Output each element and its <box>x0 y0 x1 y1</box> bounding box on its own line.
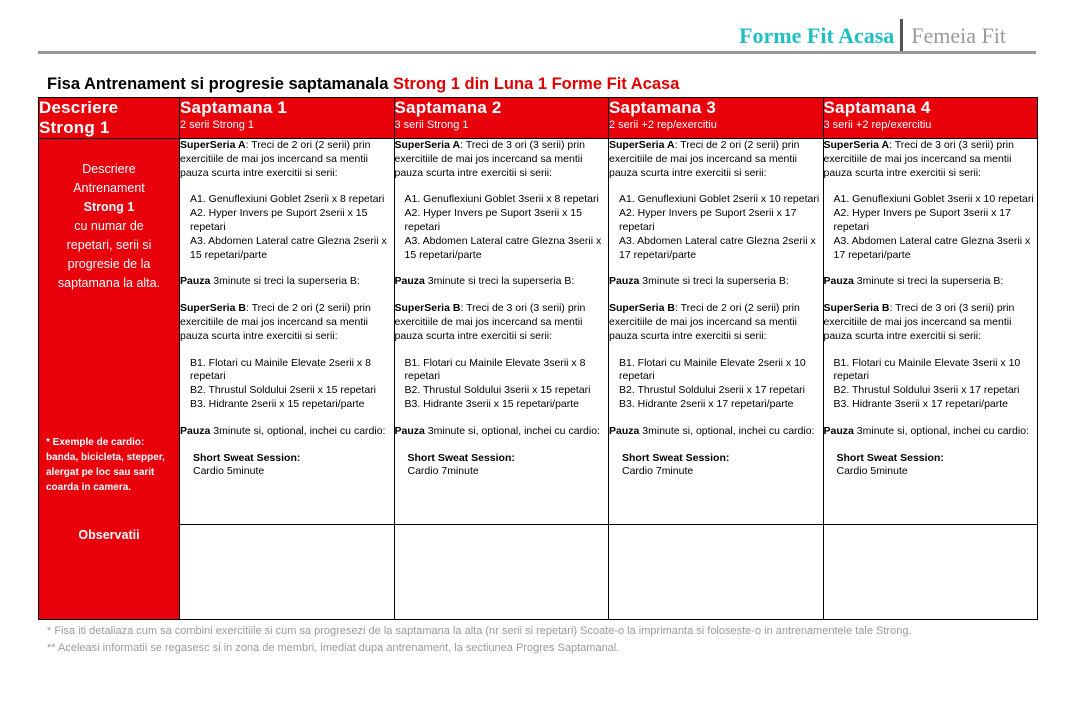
pauza-a: Pauza 3minute si treci la superseria B: <box>394 275 575 288</box>
week-3-header <box>609 98 824 139</box>
short-sweat-label: Short Sweat Session: <box>193 451 301 464</box>
week-subtitle: 3 serii Strong 1 <box>394 119 469 131</box>
content-row <box>39 139 1038 525</box>
title-prefix: Fisa Antrenament si progresie saptamanala <box>47 75 394 93</box>
cardio-duration: Cardio 5minute <box>836 465 908 478</box>
cardio-duration: Cardio 7minute <box>622 465 694 478</box>
exercise-b3: B3. Hidrante 3serii x 17 repetari/parte <box>833 397 1009 410</box>
superseria-b: SuperSeria B: Treci de 3 ori (3 serii) prin exercitiile de mai jos incercand sa mentii pauza scurta intre exercitii si serii: <box>394 302 586 342</box>
exercise-a1: A1. Genuflexiuni Goblet 2serii x 10 repetari <box>619 193 820 206</box>
exercise-b1: B1. Flotari cu Mainile Elevate 2serii x 10 repetari <box>619 356 806 383</box>
week-3-observations[interactable] <box>609 525 824 620</box>
pauza-b: Pauza 3minute si, optional, inchei cu cardio: <box>180 424 386 437</box>
week-1-header <box>180 98 395 139</box>
superseria-a: SuperSeria A: Treci de 3 ori (3 serii) prin exercitiile de mai jos incercand sa mentii pauza scurta intre exercitii si serii: <box>394 139 585 179</box>
week-2-plan <box>394 139 609 525</box>
exercise-b1: B1. Flotari cu Mainile Elevate 3serii x 10 repetari <box>833 356 1021 383</box>
observations-row <box>39 525 1038 620</box>
sidebar-description <box>39 139 180 620</box>
pauza-b: Pauza 3minute si, optional, inchei cu cardio: <box>823 424 1029 437</box>
footnote-1: * Fisa iti detaliaza cum sa combini exercitiile si cum sa progresezi de la saptamana la alta (nr serii si repetari) Scoate-o la imprimanta si foloseste-o in antrenamentele tale Strong. <box>47 625 912 637</box>
sidebar-header <box>39 98 180 139</box>
exercise-a2: A2. Hyper Invers pe Suport 2serii x 17 repetari <box>619 207 797 233</box>
week-title: Saptamana 2 <box>394 98 502 117</box>
brand-tagline: Femeia Fit <box>911 23 1006 48</box>
sidebar-header-line2: Strong 1 <box>39 118 110 137</box>
week-title: Saptamana 4 <box>823 98 931 117</box>
pauza-a: Pauza 3minute si treci la superseria B: <box>180 275 360 288</box>
week-subtitle: 2 serii +2 rep/exercitiu <box>609 119 717 131</box>
cardio-note: * Exemple de cardio: banda, bicicleta, stepper, alergat pe loc sau sarit coarda in camera. <box>46 437 165 493</box>
short-sweat-label: Short Sweat Session: <box>407 451 515 464</box>
superseria-a: SuperSeria A: Treci de 2 ori (2 serii) prin exercitiile de mai jos incercand sa mentii pauza scurta intre exercitii si serii: <box>609 139 800 179</box>
exercise-a1: A1. Genuflexiuni Goblet 3serii x 10 repetari <box>833 193 1034 206</box>
header-rule <box>38 51 1036 54</box>
short-sweat-label: Short Sweat Session: <box>622 451 730 464</box>
week-subtitle: 2 serii Strong 1 <box>180 119 254 131</box>
exercise-a2: A2. Hyper Invers pe Suport 3serii x 17 repetari <box>833 207 1011 233</box>
exercise-b3: B3. Hidrante 2serii x 17 repetari/parte <box>619 397 794 410</box>
week-2-header <box>394 98 609 139</box>
exercise-b2: B2. Thrustul Soldului 3serii x 17 repetari <box>833 384 1020 397</box>
desc-line: Descriere <box>82 162 136 176</box>
desc-line: cu numar de <box>74 219 144 233</box>
exercise-b2: B2. Thrustul Soldului 2serii x 15 repetari <box>190 384 376 397</box>
exercise-b2: B2. Thrustul Soldului 2serii x 17 repetari <box>619 384 805 397</box>
sidebar-header-line1: Descriere <box>39 98 119 117</box>
week-4-observations[interactable] <box>823 525 1038 620</box>
desc-line: progresie de la <box>67 257 151 271</box>
title-accent: Strong 1 din Luna 1 Forme Fit Acasa <box>393 75 680 93</box>
exercise-a3: A3. Abdomen Lateral catre Glezna 2serii x 15 repetari/parte <box>190 234 387 261</box>
desc-line: Antrenament <box>73 181 145 195</box>
brand-name: Forme Fit Acasa <box>739 23 895 48</box>
footnote-2: ** Aceleasi informatii se regasesc si in zona de membri, imediat dupa antrenament, la sectiunea Progres Saptamanal. <box>47 642 620 654</box>
desc-strong: Strong 1 <box>83 200 135 214</box>
week-2-observations[interactable] <box>394 525 609 620</box>
header-row <box>39 98 1038 139</box>
exercise-b1: B1. Flotari cu Mainile Elevate 3serii x 8 repetari <box>404 356 586 383</box>
week-4-plan <box>823 139 1038 525</box>
week-1-plan <box>180 139 395 525</box>
week-3-plan <box>609 139 824 525</box>
exercise-a2: A2. Hyper Invers pe Suport 3serii x 15 repetari <box>404 207 582 233</box>
superseria-a: SuperSeria A: Treci de 2 ori (2 serii) prin exercitiile de mai jos incercand sa mentii pauza scurta intre exercitii si serii: <box>180 139 371 179</box>
exercise-a3: A3. Abdomen Lateral catre Glezna 2serii x 17 repetari/parte <box>619 234 816 261</box>
exercise-a2: A2. Hyper Invers pe Suport 2serii x 15 repetari <box>190 207 368 233</box>
page-title <box>47 75 679 94</box>
desc-line: repetari, serii si <box>66 238 152 252</box>
exercise-a1: A1. Genuflexiuni Goblet 2serii x 8 repetari <box>190 193 385 206</box>
superseria-b: SuperSeria B: Treci de 2 ori (2 serii) prin exercitiile de mai jos incercand sa mentii pauza scurta intre exercitii si serii: <box>180 302 371 342</box>
exercise-b1: B1. Flotari cu Mainile Elevate 2serii x 8 repetari <box>190 356 371 383</box>
observatii-label: Observatii <box>78 528 140 542</box>
week-1-observations[interactable] <box>180 525 395 620</box>
description-block <box>43 160 175 293</box>
superseria-b: SuperSeria B: Treci de 3 ori (3 serii) prin exercitiile de mai jos incercand sa mentii pauza scurta intre exercitii si serii: <box>823 302 1015 342</box>
desc-line: saptamana la alta. <box>57 276 161 290</box>
pauza-b: Pauza 3minute si, optional, inchei cu cardio: <box>609 424 815 437</box>
week-4-header <box>823 98 1038 139</box>
week-subtitle: 3 serii +2 rep/exercitiu <box>823 119 932 131</box>
superseria-a: SuperSeria A: Treci de 3 ori (3 serii) prin exercitiile de mai jos incercand sa mentii pauza scurta intre exercitii si serii: <box>823 139 1014 179</box>
exercise-a1: A1. Genuflexiuni Goblet 3serii x 8 repetari <box>404 193 599 206</box>
pauza-b: Pauza 3minute si, optional, inchei cu cardio: <box>394 424 600 437</box>
pauza-a: Pauza 3minute si treci la superseria B: <box>609 275 789 288</box>
week-title: Saptamana 1 <box>180 98 288 117</box>
exercise-b2: B2. Thrustul Soldului 3serii x 15 repetari <box>404 384 591 397</box>
cardio-duration: Cardio 7minute <box>407 465 479 478</box>
cardio-duration: Cardio 5minute <box>193 465 265 478</box>
short-sweat-label: Short Sweat Session: <box>836 451 944 464</box>
superseria-b: SuperSeria B: Treci de 2 ori (2 serii) prin exercitiile de mai jos incercand sa mentii pauza scurta intre exercitii si serii: <box>609 302 800 342</box>
exercise-a3: A3. Abdomen Lateral catre Glezna 3serii x 15 repetari/parte <box>404 234 602 261</box>
brand-header <box>739 18 1006 54</box>
workout-table <box>38 97 1038 620</box>
exercise-a3: A3. Abdomen Lateral catre Glezna 3serii x 17 repetari/parte <box>833 234 1031 261</box>
week-title: Saptamana 3 <box>609 98 717 117</box>
exercise-b3: B3. Hidrante 2serii x 15 repetari/parte <box>190 397 365 410</box>
pauza-a: Pauza 3minute si treci la superseria B: <box>823 275 1004 288</box>
exercise-b3: B3. Hidrante 3serii x 15 repetari/parte <box>404 397 580 410</box>
